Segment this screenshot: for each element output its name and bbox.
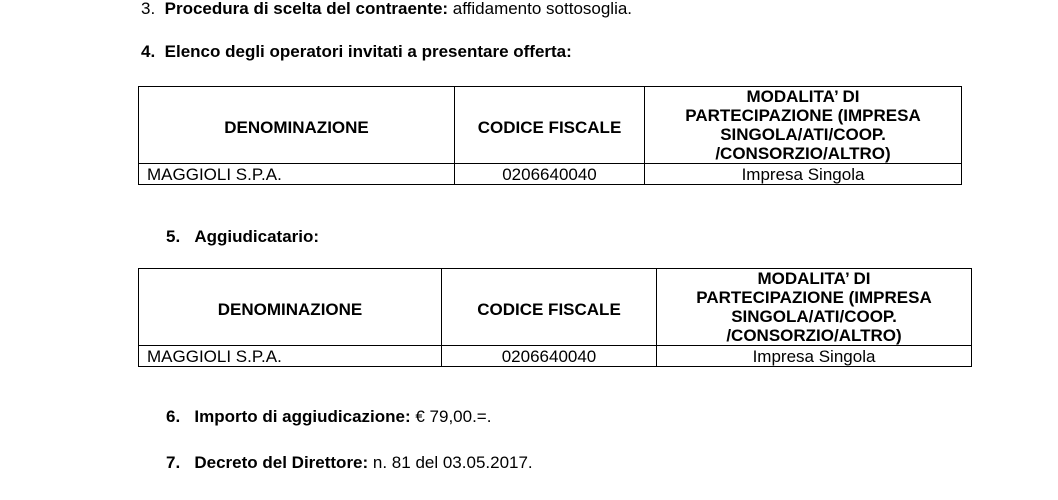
item-value: n. 81 del 03.05.2017. [368, 453, 533, 472]
header-modalita [657, 269, 972, 346]
item-label: Procedura di scelta del contraente: [164, 0, 449, 18]
aggiudicatario-table [138, 268, 972, 367]
operatori-table [138, 86, 962, 185]
item-6 [166, 407, 491, 427]
item-label: Importo di aggiudicazione: [194, 407, 411, 426]
cell-denominazione: MAGGIOLI S.P.A. [139, 346, 442, 367]
item-label: Decreto del Direttore: [194, 453, 369, 472]
header-modalita [645, 87, 962, 164]
cell-modalita: Impresa Singola [657, 346, 972, 367]
cell-modalita: Impresa Singola [645, 164, 962, 185]
item-5 [166, 227, 319, 247]
item-label: Aggiudicatario: [194, 227, 320, 246]
header-modalita-line: SINGOLA/ATI/COOP. [720, 125, 886, 144]
item-number: 3. [141, 0, 156, 18]
header-modalita-line: PARTECIPAZIONE (IMPRESA [685, 106, 921, 125]
header-modalita-line: /CONSORZIO/ALTRO) [715, 144, 891, 163]
header-modalita-line: MODALITA’ DI [757, 269, 871, 288]
table-header-row [139, 87, 962, 164]
table-header-row [139, 269, 972, 346]
header-codice-fiscale: CODICE FISCALE [455, 87, 645, 164]
item-7 [166, 453, 533, 473]
cell-codice-fiscale: 0206640040 [442, 346, 657, 367]
item-value: affidamento sottosoglia. [448, 0, 633, 18]
header-denominazione: DENOMINAZIONE [139, 87, 455, 164]
cell-denominazione: MAGGIOLI S.P.A. [139, 164, 455, 185]
item-label: Elenco degli operatori invitati a presentare offerta: [164, 42, 572, 61]
table-row [139, 164, 962, 185]
item-number: 7. [166, 453, 181, 472]
header-modalita-line: SINGOLA/ATI/COOP. [731, 307, 897, 326]
item-number: 6. [166, 407, 181, 426]
header-modalita-line: PARTECIPAZIONE (IMPRESA [696, 288, 932, 307]
item-value: € 79,00.=. [410, 407, 492, 426]
header-codice-fiscale: CODICE FISCALE [442, 269, 657, 346]
item-number: 4. [141, 42, 156, 61]
item-number: 5. [166, 227, 181, 246]
item-4 [141, 42, 572, 62]
header-modalita-line: /CONSORZIO/ALTRO) [726, 326, 902, 345]
table-row [139, 346, 972, 367]
header-denominazione: DENOMINAZIONE [139, 269, 442, 346]
cell-codice-fiscale: 0206640040 [455, 164, 645, 185]
item-3 [141, 0, 632, 19]
header-modalita-line: MODALITA’ DI [746, 87, 860, 106]
